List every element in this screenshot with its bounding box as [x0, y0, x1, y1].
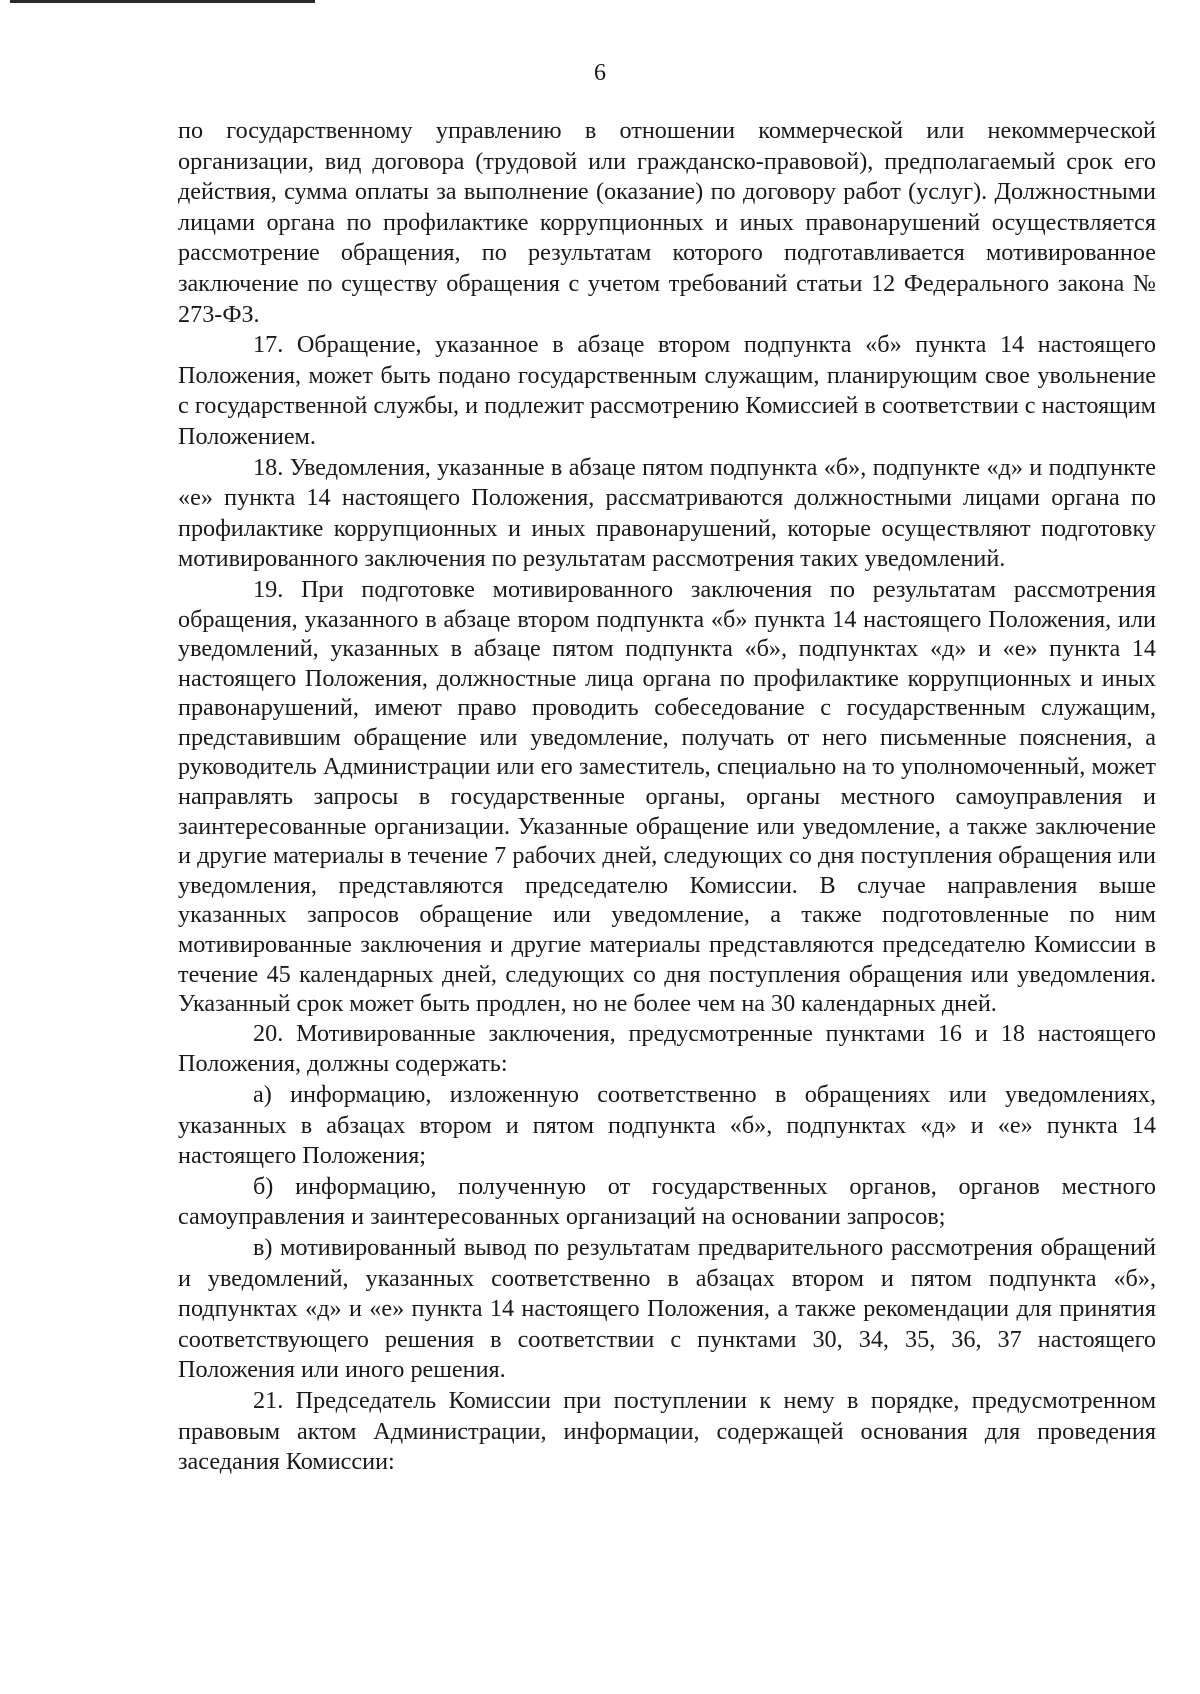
paragraph-17: 17. Обращение, указанное в абзаце втором подпункта «б» пункта 14 настоящего Положения, может быть подано государственным служащим, планирующим свое увольнение с государственной службы, и подлежит рассмотрению Комиссией в соответствии с настоящим Положением. — [178, 331, 1156, 450]
document-body — [178, 116, 1156, 1478]
paragraph-16-continuation: по государственному управлению в отношении коммерческой или некоммерческой организации, вид договора (трудовой или гражданско-правовой), предполагаемый срок его действия, сумма оплаты за выполнение (оказание) по договору работ (услуг). Должностными лицами органа по профилактике коррупционных и иных правонарушений осуществляется рассмотрение обращения, по результатам которого подготавливается мотивированное заключение по существу обращения с учетом требований статьи 12 Федерального закона № 273-ФЗ. — [178, 117, 1156, 328]
paragraph-19: 19. При подготовке мотивированного заключения по результатам рассмотрения обращения, указанного в абзаце втором подпункта «б» пункта 14 настоящего Положения, или уведомлений, указанных в абзаце пятом подпункта «б», подпунктах «д» и «е» пункта 14 настоящего Положения, должностные лица органа по профилактике коррупционных и иных правонарушений, имеют право проводить собеседование с государственным служащим, представившим обращение или уведомление, получать от него письменные пояснения, а руководитель Администрации или его заместитель, специально на то уполномоченный, может направлять запросы в государственные органы, органы местного самоуправления и заинтересованные организации. Указанные обращение или уведомление, а также заключение и другие материалы в течение 7 рабочих дней, следующих со дня поступления обращения или уведомления, представляются председателю Комиссии. В случае направления выше указанных запросов обращение или уведомление, а также подготовленные по ним мотивированные заключения и другие материалы представляются председателю Комиссии в течение 45 календарных дней, следующих со дня поступления обращения или уведомления. Указанный срок может быть продлен, но не более чем на 30 календарных дней. — [178, 575, 1156, 1018]
paragraph-21: 21. Председатель Комиссии при поступлении к нему в порядке, предусмотренном правовым актом Администрации, информации, содержащей основания для проведения заседания Комиссии: — [178, 1386, 1156, 1476]
paragraph-20-c: в) мотивированный вывод по результатам предварительного рассмотрения обращений и уведомлений, указанных соответственно в абзацах втором и пятом подпункта «б», подпунктах «д» и «е» пункта 14 настоящего Положения, а также рекомендации для принятия соответствующего решения в соответствии с пунктами 30, 34, 35, 36, 37 настоящего Положения или иного решения. — [178, 1233, 1156, 1384]
paragraph-20-a: а) информацию, изложенную соответственно в обращениях или уведомлениях, указанных в абзацах втором и пятом подпункта «б», подпунктах «д» и «е» пункта 14 настоящего Положения; — [178, 1081, 1156, 1170]
paragraph-18: 18. Уведомления, указанные в абзаце пятом подпункта «б», подпункте «д» и подпункте «е» пункта 14 настоящего Положения, рассматриваются должностными лицами органа по профилактике коррупционных и иных правонарушений, которые осуществляют подготовку мотивированного заключения по результатам рассмотрения таких уведомлений. — [178, 453, 1156, 573]
paragraph-20-b: б) информацию, полученную от государственных органов, органов местного самоуправления и заинтересованных организаций на основании запросов; — [178, 1172, 1156, 1231]
page-number: 6 — [594, 60, 606, 86]
paragraph-20: 20. Мотивированные заключения, предусмотренные пунктами 16 и 18 настоящего Положения, должны содержать: — [178, 1019, 1156, 1078]
top-edge-rule — [10, 0, 315, 3]
